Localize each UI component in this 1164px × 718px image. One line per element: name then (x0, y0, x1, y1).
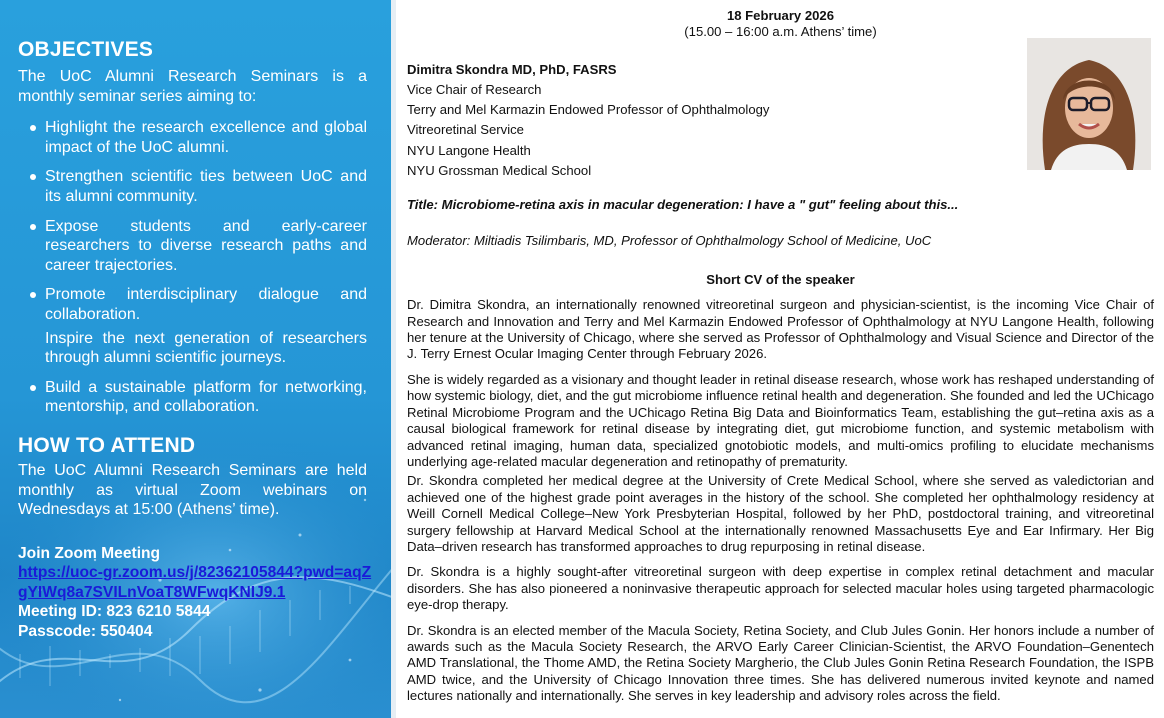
bullet-icon (30, 292, 36, 298)
speaker-role: NYU Grossman Medical School (407, 162, 592, 178)
objective-item: Inspire the next generation of researchers through alumni scientific journeys. (45, 329, 367, 367)
moderator: Moderator: Miltiadis Tsilimbaris, MD, Professor of Ophthalmology School of Medicine, UoC (407, 233, 932, 249)
speaker-role: Vitreoretinal Service (407, 122, 524, 138)
zoom-label: Join Zoom Meeting (18, 544, 161, 562)
bullet-icon (30, 385, 36, 391)
objective-item: Strengthen scientific ties between UoC and its alumni community. (18, 167, 367, 206)
cv-paragraph: Dr. Skondra is an elected member of the Macula Society, Retina Society, and Club Jules Gonin. Her honors include a number of awards such as the Macula Society Research, the ARVO Early Career Clinician-Scientist, the ARVO Foundation–Genentech AMD Translational, the Thome AMD, the Retina Society Margherio, the Club Jules Gonin Retina Research Foundation, the ISPB AMD twice, and the University of Chicago Innovation three times. She has delivered numerous invited keynote and named lectures nationally and internationally. She serves in key leadership and advisory roles across the field. (407, 622, 1154, 704)
seminar-details (396, 0, 1164, 718)
speaker-role: Vice Chair of Research (407, 82, 542, 98)
attend-text: The UoC Alumni Research Seminars are held monthly as virtual Zoom webinars on Wednesdays at 15:00 (Athens’ time). (18, 461, 367, 519)
objectives-heading: OBJECTIVES (18, 38, 154, 61)
zoom-link[interactable]: https://uoc-gr.zoom.us/j/82362105844?pwd=aqZgYIWq8a7SVILnVoaT8WFwqKNIJ9.1 (18, 564, 372, 601)
bullet-icon (30, 224, 36, 230)
info-panel (0, 0, 391, 718)
cv-paragraph: Dr. Skondra is a highly sought-after vitreoretinal surgeon with deep expertise in complex retinal detachment and macular disorders. She has also pioneered a noninvasive therapeutic approach for selected macular holes using targeted pharmacologic eye-drop therapy. (407, 564, 1154, 613)
speaker-role: Terry and Mel Karmazin Endowed Professor of Ophthalmology (407, 102, 770, 118)
objective-item: Highlight the research excellence and global impact of the UoC alumni. (18, 118, 367, 157)
speaker-photo (1027, 38, 1151, 170)
bullet-icon (30, 125, 36, 131)
seminar-date: 18 February 2026 (726, 8, 834, 23)
cv-paragraph: Dr. Dimitra Skondra, an internationally renowned vitreoretinal surgeon and physician-scientist, is the incoming Vice Chair of Research and Innovation and Terry and Mel Karmazin Endowed Professor of Ophthalmology at NYU Langone Health, following her tenure at the University of Chicago, where she served as Professor of Ophthalmology and Visual Science and Director of the J. Terry Ernest Ocular Imaging Center through February 2026. (407, 297, 1154, 362)
objective-item: Expose students and early-career researchers to diverse research paths and career trajectories. (18, 217, 367, 276)
cv-paragraph: She is widely regarded as a visionary and thought leader in retinal disease research, whose work has reshaped understanding of how systemic biology, diet, and the gut microbiome influence retinal health and degeneration. She founded and led the UChicago Retinal Microbiome Program and the UChicago Retina Big Data and Bioinformatics Team, establishing the gut–retina axis as a causal biological framework for retinal disease by integrating diet, gut microbiome function, and systemic metabolism with advanced retinal imaging, human data, specialized gnotobiotic models, and multi-omics profiling to elucidate mechanisms underlying age-related macular degeneration and retinopathy of prematurity. (407, 371, 1154, 469)
speaker-block (407, 57, 1154, 181)
objectives-intro: The UoC Alumni Research Seminars is a monthly seminar series aiming to: (18, 68, 367, 105)
zoom-info (18, 544, 372, 642)
cv-paragraph: Dr. Skondra completed her medical degree at the University of Crete Medical School, where she served as valedictorian and achieved one of the highest grade point averages in the history of the school. She completed her ophthalmology residency at Weill Cornell Medical College–New York Presbyterian Hospital, followed by her PhD, postdoctoral training, and vitreoretinal surgery fellowship at Harvard Medical School at the internationally renowned Massachusetts Eye and Ear Infirmary. Her Big Data–driven research has transformed approaches to drug repurposing in retinal disease. (407, 473, 1154, 554)
objectives-list (18, 118, 367, 417)
passcode: Passcode: 550404 (18, 623, 153, 641)
cv-heading: Short CV of the speaker (706, 271, 855, 287)
objective-item: Build a sustainable platform for networking, mentorship, and collaboration. (18, 378, 367, 417)
how-to-attend-heading: HOW TO ATTEND (18, 433, 196, 457)
talk-title: Title: Microbiome-retina axis in macular degeneration: I have a " gut" feeling about this... (407, 197, 959, 213)
seminar-time: (15.00 – 16:00 a.m. Athens’ time) (684, 24, 877, 40)
bullet-icon (30, 174, 36, 180)
meeting-id: Meeting ID: 823 6210 5844 (18, 603, 211, 621)
speaker-name: Dimitra Skondra MD, PhD, FASRS (407, 61, 617, 77)
objective-item: Promote interdisciplinary dialogue and collaboration. (18, 285, 367, 324)
speaker-role: NYU Langone Health (407, 142, 531, 158)
